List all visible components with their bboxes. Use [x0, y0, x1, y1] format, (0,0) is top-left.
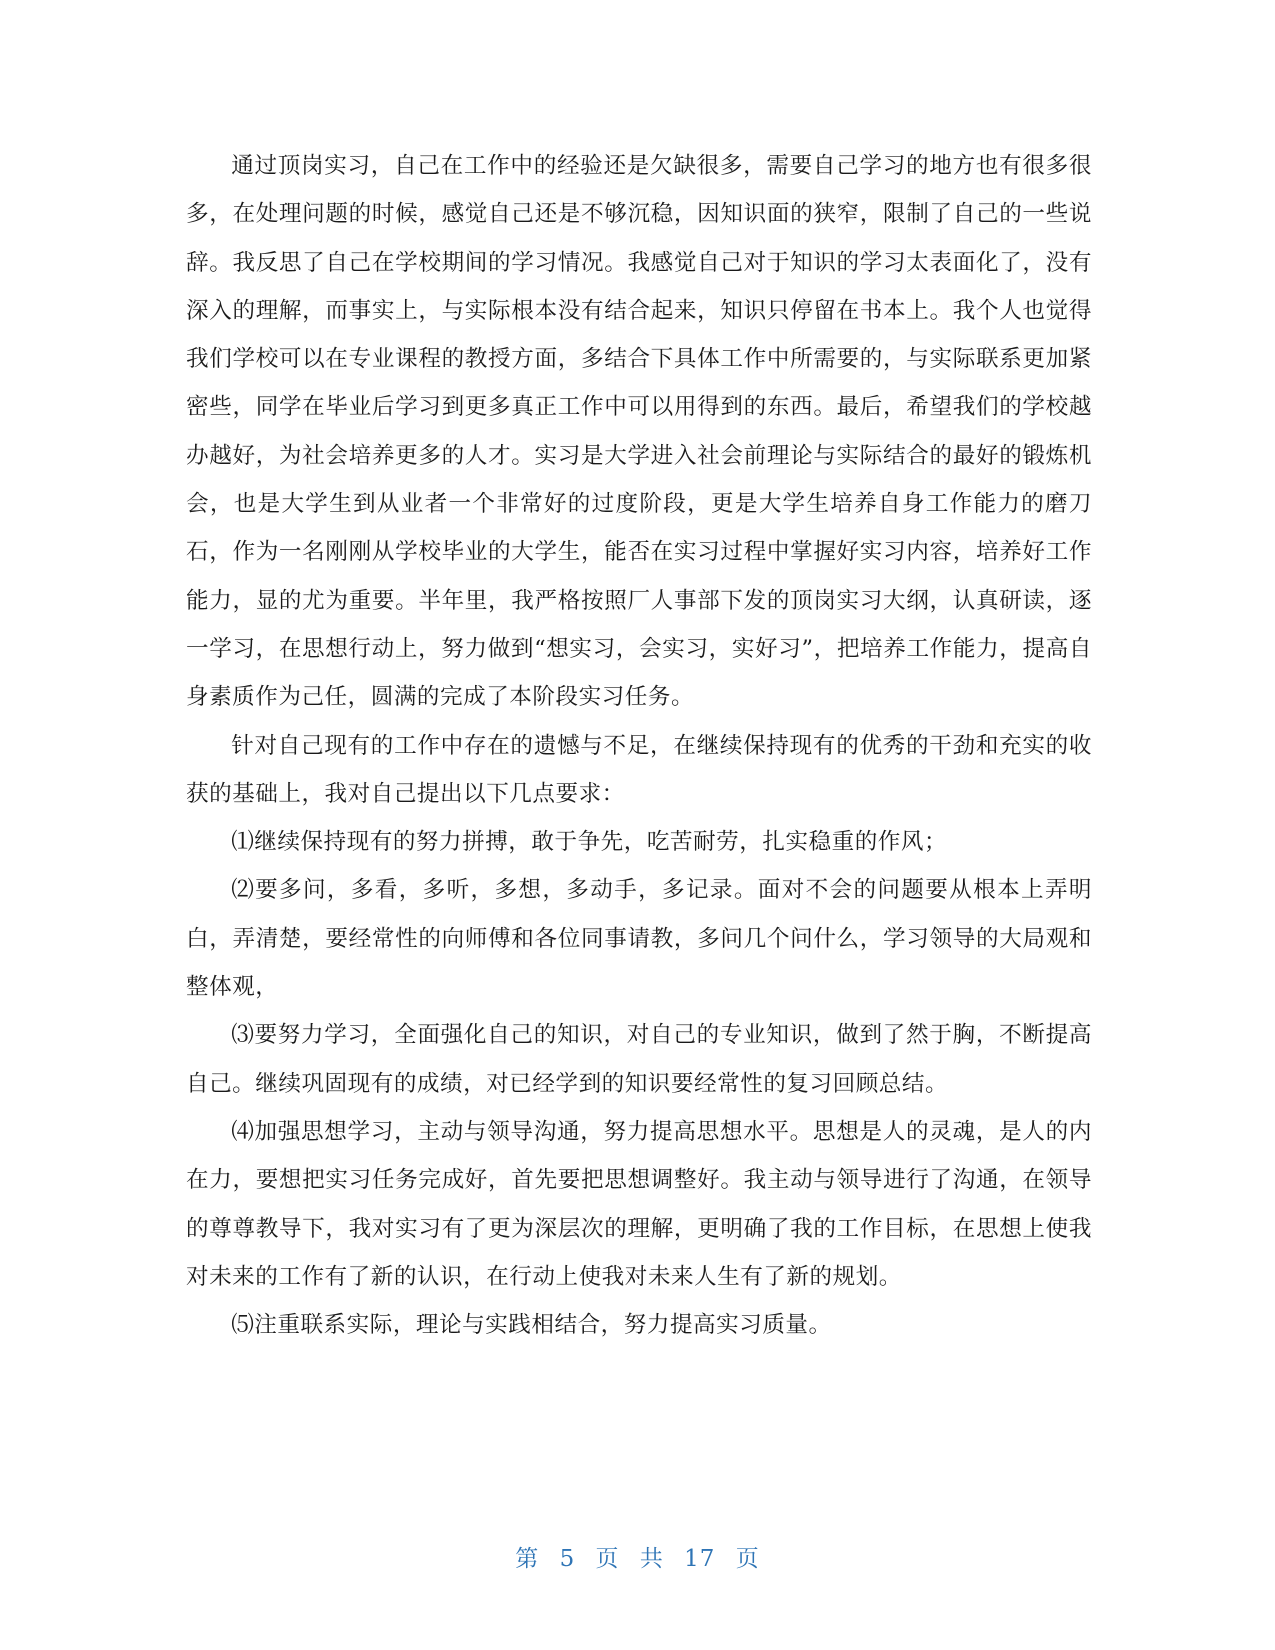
- page-label-page: 页: [595, 1546, 620, 1572]
- page-footer: [0, 1540, 1275, 1573]
- list-item: ⑸注重联系实际，理论与实践相结合，努力提高实习质量。: [231, 1312, 832, 1339]
- list-item: ⑵要多问，多看，多听，多想，多动手，多记录。面对不会的问题要从根本上弄明白，弄清楚，要经常性的向师傅和各位同事请教，多问几个问什么，学习领导的大局观和整体观，: [186, 877, 1092, 1001]
- paragraph: 通过顶岗实习，自己在工作中的经验还是欠缺很多，需要自己学习的地方也有很多很多，在处理问题的时候，感觉自己还是不够沉稳，因知识面的狭窄，限制了自己的一些说辞。我反思了自己在学校期间的学习情况。我感觉自己对于知识的学习太表面化了，没有深入的理解，而事实上，与实际根本没有结合起来，知识只停留在书本上。我个人也觉得我们学校可以在专业课程的教授方面，多结合下具体工作中所需要的，与实际联系更加紧密些，同学在毕业后学习到更多真正工作中可以用得到的东西。最后，希望我们的学校越办越好，为社会培养更多的人才。实习是大学进入社会前理论与实际结合的最好的锻炼机会，也是大学生到从业者一个非常好的过度阶段，更是大学生培养自身工作能力的磨刀石，作为一名刚刚从学校毕业的大学生，能否在实习过程中掌握好实习内容，培养好工作能力，显的尤为重要。半年里，我严格按照厂人事部下发的顶岗实习大纲，认真研读，逐一学习，在思想行动上，努力做到“想实习，会实习，实好习”，把培养工作能力，提高自身素质作为己任，圆满的完成了本阶段实习任务。: [186, 153, 1092, 711]
- document-body: [186, 142, 1092, 1349]
- list-item: ⑴继续保持现有的努力拼搏，敢于争先，吃苦耐劳，扎实稳重的作风；: [231, 829, 948, 856]
- list-item: ⑶要努力学习，全面强化自己的知识，对自己的专业知识，做到了然于胸，不断提高自己。继续巩固现有的成绩，对已经学到的知识要经常性的复习回顾总结。: [186, 1022, 1092, 1097]
- page-label-prefix: 第: [515, 1546, 540, 1572]
- list-item: ⑷加强思想学习，主动与领导沟通，努力提高思想水平。思想是人的灵魂，是人的内在力，要想把实习任务完成好，首先要把思想调整好。我主动与领导进行了沟通，在领导的尊尊教导下，我对实习有了更为深层次的理解，更明确了我的工作目标，在思想上使我对未来的工作有了新的认识，在行动上使我对未来人生有了新的规划。: [186, 1118, 1092, 1290]
- page-number: 5: [559, 1546, 576, 1572]
- paragraph: 针对自己现有的工作中存在的遗憾与不足，在继续保持现有的优秀的干劲和充实的收获的基础上，我对自己提出以下几点要求：: [186, 732, 1092, 807]
- page-label-suffix: 页: [735, 1546, 760, 1572]
- total-pages: 17: [684, 1546, 716, 1572]
- page-label-total: 共: [639, 1546, 664, 1572]
